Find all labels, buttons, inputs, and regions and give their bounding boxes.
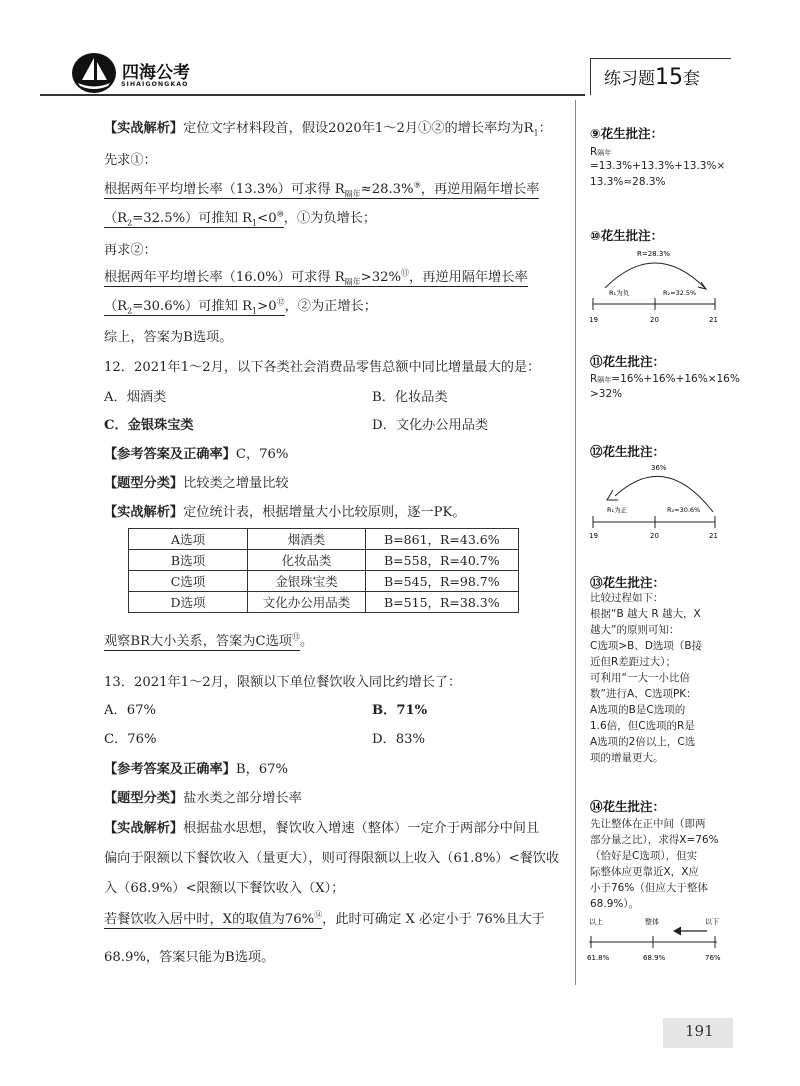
note-10-top-label: R=28.3%: [637, 250, 670, 258]
q11-first: 先求①：: [104, 153, 157, 168]
q12-option-b: B．化妆品类: [372, 390, 448, 405]
q12-observe: 观察BR大小关系，答案为C选项⑬。: [104, 632, 314, 649]
note-10-tick-20: 20: [650, 316, 659, 324]
q13-analysis-line1: 【实战解析】根据盐水思想，餐饮收入增速（整体）一定介于两部分中间且: [104, 821, 540, 836]
q13-option-d: D．83%: [372, 732, 426, 747]
note-10-diagram: [585, 246, 725, 324]
sailboat-logo-icon: [70, 50, 120, 96]
note-14-body: 先让整体在正中间（即两 部分量之比），求得X=76% （恰好是C选项），但实 际整体应更靠近X，X应 小于76%（但应大于整体 68.9%）。: [590, 818, 719, 910]
q11-line3: 根据两年平均增长率（16.0%）可求得 $R_{隔年}>32\%^⑪$，再逆用隔年增长率: [104, 268, 528, 287]
note-13-body: 比较过程如下： 根据“B 越大 R 越大，X 越大”的原则可知： C选项>B、D选项（B接 近但R差距过大）； 可利用“一大一小比倍 数”进行A、C选项PK： A选项的B是C选项的 1.6倍，但C选项的R是 A选项的2倍以上，C选 项的增量更大。: [590, 592, 703, 764]
q13-analysis-line5: 68.9%，答案只能为B选项。: [104, 950, 275, 965]
table-row: D选项 文化办公用品类 B=515，R=38.3%: [129, 592, 519, 613]
table-row: A选项 烟酒类 B=861，R=43.6%: [129, 529, 519, 550]
q12-option-a: A．烟酒类: [104, 390, 167, 405]
note-12-top-label: 36%: [651, 464, 667, 472]
q12-comparison-table: [128, 528, 519, 613]
q13-stem: 13．2021年1～2月，限额以下单位餐饮收入同比约增长了：: [104, 675, 462, 690]
note-14-value-2: 68.9%: [643, 954, 666, 962]
q12-analysis: 【实战解析】定位统计表，根据增量大小比较原则，逐一PK。: [104, 505, 466, 520]
note-12-heading: ⑫花生批注：: [590, 444, 666, 459]
q11-second: 再求②：: [104, 243, 157, 258]
note-12-right-label: R₂=30.6%: [667, 506, 701, 514]
q13-option-b: B．71%: [372, 703, 428, 718]
note-12-tick-21: 21: [709, 532, 718, 540]
q11-conclusion: 综上，答案为B选项。: [104, 330, 233, 345]
q12-type: 【题型分类】比较类之增量比较: [104, 476, 289, 491]
header-rule: [40, 94, 585, 96]
note-10-right-label: R₂=32.5%: [663, 289, 697, 297]
note-9-r: R隔年: [590, 146, 612, 158]
q12-option-d: D．文化办公用品类: [372, 418, 489, 433]
note-14-heading: ⑭花生批注：: [590, 799, 666, 814]
q12-option-c: C．金银珠宝类: [104, 418, 194, 433]
note-10-tick-21: 21: [709, 316, 718, 324]
column-divider: [575, 100, 576, 985]
note-9-line1: =13.3%+13.3%+13.3%×: [590, 160, 726, 172]
q11-line4: $(R_2=30.6\%)$可推知 $R_1>0^⑫$，②为正增长；: [104, 297, 377, 316]
note-11-heading: ⑪花生批注：: [590, 354, 666, 369]
q13-option-a: A．67%: [104, 703, 157, 718]
q13-analysis-line3: 入（68.9%）<限额以下餐饮收入（X）；: [104, 881, 345, 896]
series-title: 练习题15套: [604, 65, 700, 90]
logo-text: 四海公考: [122, 63, 190, 83]
logo-subtext: SIHAIGONGKAO: [121, 81, 189, 88]
table-row: B选项 化妆品类 B=558，R=40.7%: [129, 550, 519, 571]
q11-line2: $(R_2=32.5\%)$可推知 $R_1<0^⑩$，①为负增长；: [104, 209, 377, 228]
q13-answer: 【参考答案及正确率】B，67%: [104, 762, 289, 777]
q13-analysis-line4: 若餐饮收入居中时，X的取值为76%⑭，此时可确定 X 必定小于 76%且大于: [104, 910, 545, 927]
note-10-arc: [605, 263, 705, 288]
note-11-line1: R隔年=16%+16%+16%×16%: [590, 373, 740, 385]
note-14-label-above: 以上: [589, 918, 603, 926]
table-row: C选项 金银珠宝类 B=545，R=98.7%: [129, 571, 519, 592]
note-14-label-below: 以下: [705, 918, 719, 926]
note-14-value-1: 61.8%: [587, 954, 610, 962]
arrow-head-icon: [674, 927, 681, 935]
note-10-heading: ⑩花生批注：: [590, 228, 664, 243]
q12-answer: 【参考答案及正确率】C，76%: [104, 447, 289, 462]
page-number: 191: [685, 1022, 714, 1040]
note-10-tick-19: 19: [589, 316, 598, 324]
note-14-label-whole: 整体: [645, 918, 659, 926]
note-12-left-label: R₁为正: [607, 506, 628, 514]
q13-type: 【题型分类】盐水类之部分增长率: [104, 791, 302, 806]
q12-stem: 12．2021年1～2月，以下各类社会消费品零售总额中同比增量最大的是：: [104, 360, 541, 375]
note-12-tick-20: 20: [650, 532, 659, 540]
note-14-diagram: [585, 914, 725, 966]
note-10-left-label: R₁为负: [609, 289, 630, 297]
note-9-heading: ⑨花生批注：: [590, 126, 664, 141]
q13-analysis-line2: 偏向于限额以下餐饮收入（量更大），则可得限额以上收入（61.8%）<餐饮收: [104, 851, 560, 866]
note-12-diagram: [585, 460, 725, 540]
note-13-heading: ⑬花生批注：: [590, 575, 666, 590]
note-12-tick-19: 19: [589, 532, 598, 540]
note-11-line2: >32%: [590, 388, 623, 400]
note-14-value-3: 76%: [705, 954, 721, 962]
q11-line1: 根据两年平均增长率（13.3%）可求得 $R_{隔年}\approx 28.3\%^⑨$，再逆用隔年增长率: [104, 180, 540, 199]
note-9-line2: 13.3%≈28.3%: [590, 176, 666, 188]
q13-option-c: C．76%: [104, 732, 157, 747]
q11-analysis: 【实战解析】定位文字材料段首，假设2020年1～2月①②的增长率均为$R_1$：: [104, 121, 552, 138]
